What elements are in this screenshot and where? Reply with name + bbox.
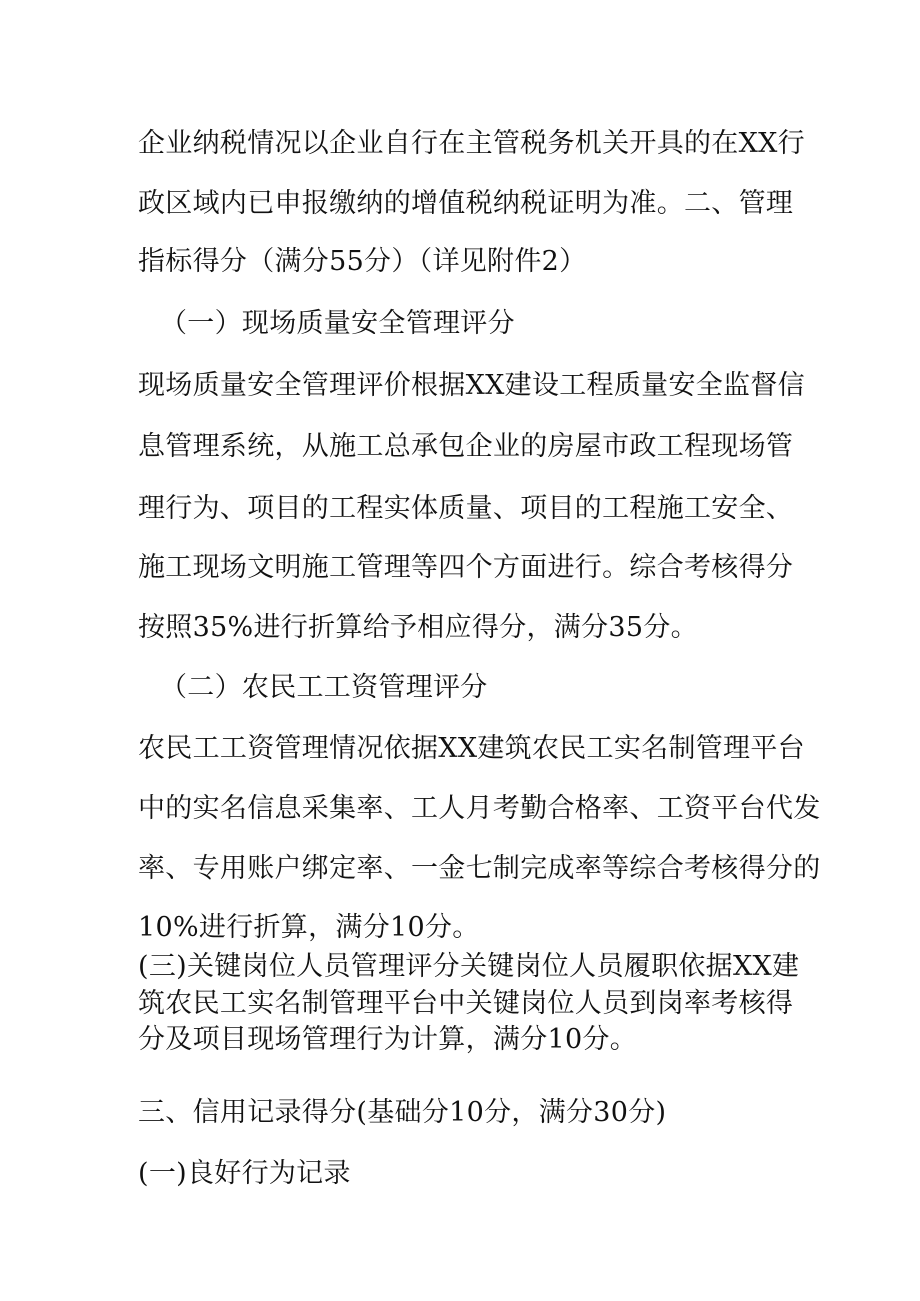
text-line-11: 农民工工资管理情况依据XX建筑农民工实名制管理平台 xyxy=(138,733,805,764)
text-line-17: 分及项目现场管理行为计算，满分10分。 xyxy=(138,1024,638,1055)
section-heading-2: （二）农民工工资管理评分 xyxy=(160,672,488,703)
text-line-6: 息管理系统，从施工总承包企业的房屋市政工程现场管 xyxy=(138,431,794,462)
section-heading-3: (三)关键岗位人员管理评分关键岗位人员履职依据XX建 xyxy=(138,951,800,982)
text-line-14: 10%进行折算，满分10分。 xyxy=(138,912,480,943)
text-line-13: 率、专用账户绑定率、一金七制完成率等综合考核得分的 xyxy=(138,853,821,884)
text-line-7: 理行为、项目的工程实体质量、项目的工程施工安全、 xyxy=(138,493,794,524)
text-line-16: 筑农民工实名制管理平台中关键岗位人员到岗率考核得 xyxy=(138,988,794,1019)
text-line-9: 按照35%进行折算给予相应得分，满分35分。 xyxy=(138,612,698,643)
text-line-2: 政区域内已申报缴纳的增值税纳税证明为准。二、管理 xyxy=(138,188,794,219)
text-line-3: 指标得分（满分55分）（详见附件2） xyxy=(138,246,587,277)
text-line-12: 中的实名信息采集率、工人月考勤合格率、工资平台代发 xyxy=(138,793,821,824)
section-heading-1: （一）现场质量安全管理评分 xyxy=(160,308,515,339)
text-line-5: 现场质量安全管理评价根据XX建设工程质量安全监督信 xyxy=(138,370,805,401)
text-line-8: 施工现场文明施工管理等四个方面进行。综合考核得分 xyxy=(138,552,794,583)
text-line-1: 企业纳税情况以企业自行在主管税务机关开具的在XX行 xyxy=(138,128,805,159)
subsection-heading-good-record: (一)良好行为记录 xyxy=(138,1158,351,1189)
chapter-heading-3: 三、信用记录得分(基础分10分，满分30分) xyxy=(138,1097,667,1128)
